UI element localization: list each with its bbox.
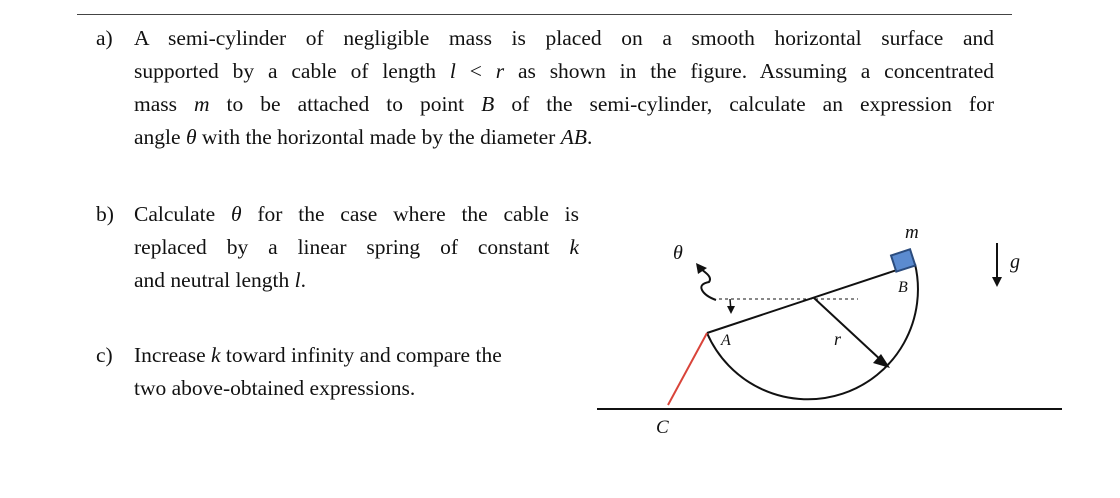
part-b-label: b) (96, 202, 114, 226)
math-AB: AB (560, 125, 587, 149)
math-r: r (495, 59, 505, 83)
math-theta: θ (185, 125, 197, 149)
semi-cylinder-figure (560, 200, 1080, 450)
text-run: . (586, 125, 593, 149)
mass-block (891, 249, 915, 271)
semi-cylinder-arc (707, 264, 918, 399)
text-run: Calculate (134, 202, 231, 226)
text-run: with the horizontal made by the diameter (196, 125, 561, 149)
part-a-text (134, 22, 994, 154)
math-k: k (569, 235, 579, 259)
math-m: m (194, 92, 210, 116)
radius-line (814, 298, 883, 362)
text-run: to be attached to point (209, 92, 482, 116)
text-run: . (300, 268, 306, 292)
text-run: replaced by a linear spring of constant (134, 235, 570, 259)
top-rule (77, 14, 1012, 15)
label-g: g (1010, 251, 1020, 273)
label-r: r (834, 329, 842, 349)
text-run: of the semi-cylinder, calculate an expression for (494, 92, 994, 116)
gravity-arrowhead (992, 277, 1002, 287)
text-run: two above-obtained expressions. (134, 376, 416, 400)
text-run: toward infinity and compare the (220, 343, 502, 367)
label-A: A (721, 332, 731, 349)
part-c-text (134, 339, 579, 405)
text-run: < (455, 59, 496, 83)
math-l: l (294, 268, 301, 292)
text-run: mass (134, 92, 195, 116)
part-a-line-2 (134, 55, 994, 88)
text-run: Increase (134, 343, 211, 367)
math-theta: θ (231, 202, 242, 226)
part-c-line-2 (134, 372, 579, 405)
math-l: l (449, 59, 456, 83)
text-run: A semi-cylinder of negligible mass is placed on a smooth horizontal surface and (134, 26, 994, 50)
part-b-line-1 (134, 198, 579, 231)
part-a-line-1 (134, 22, 994, 55)
text-run: angle (134, 125, 186, 149)
text-run: supported by a cable of length (134, 59, 450, 83)
part-c-line-1 (134, 339, 579, 372)
part-b-text (134, 198, 579, 297)
part-b-line-3 (134, 264, 579, 297)
text-run: as shown in the figure. Assuming a concentrated (504, 59, 994, 83)
label-m: m (905, 222, 919, 243)
label-C: C (656, 417, 669, 438)
math-B: B (481, 92, 495, 116)
part-c-label: c) (96, 343, 113, 367)
label-B: B (898, 279, 908, 296)
part-a-line-3 (134, 88, 994, 121)
text-run: for the case where the cable is (241, 202, 579, 226)
math-k: k (210, 343, 221, 367)
part-b-line-2 (134, 231, 579, 264)
label-theta: θ (673, 242, 683, 264)
part-a-label: a) (96, 26, 113, 50)
theta-rotation-arrow (700, 268, 716, 300)
cable (668, 333, 707, 405)
part-a-line-4 (134, 121, 994, 154)
text-run: and neutral length (134, 268, 295, 292)
angle-marker-arrowhead (727, 306, 735, 314)
